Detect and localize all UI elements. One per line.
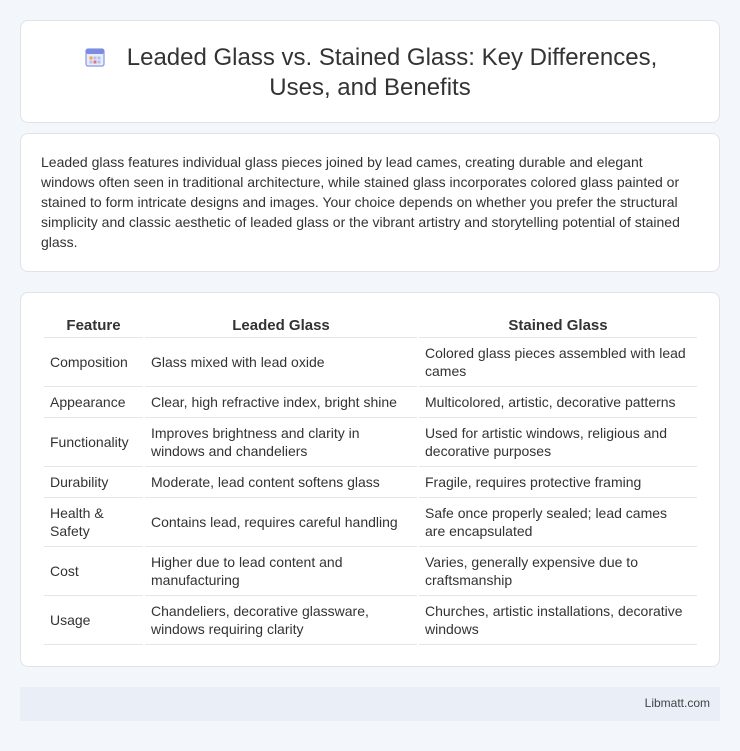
leaded-glass-cell: Glass mixed with lead oxide xyxy=(145,338,417,387)
feature-cell: Functionality xyxy=(44,418,143,467)
intro-card xyxy=(20,133,720,272)
table-row xyxy=(44,387,697,418)
column-header-leaded-glass: Leaded Glass xyxy=(145,315,417,338)
stained-glass-cell: Safe once properly sealed; lead cames are encapsulated xyxy=(419,498,697,547)
leaded-glass-cell: Clear, high refractive index, bright shine xyxy=(145,387,417,418)
stained-glass-cell: Multicolored, artistic, decorative patterns xyxy=(419,387,697,418)
leaded-glass-cell: Improves brightness and clarity in windows and chandeliers xyxy=(145,418,417,467)
footer-bar xyxy=(20,687,720,721)
feature-cell: Health & Safety xyxy=(44,498,143,547)
leaded-glass-cell: Chandeliers, decorative glassware, windows requiring clarity xyxy=(145,596,417,645)
feature-cell: Durability xyxy=(44,467,143,498)
comparison-table xyxy=(42,315,699,645)
stained-glass-cell: Churches, artistic installations, decorative windows xyxy=(419,596,697,645)
table-header-row xyxy=(44,315,697,338)
footer-brand-link[interactable]: Libmatt.com xyxy=(644,696,710,710)
page-title: Leaded Glass vs. Stained Glass: Key Differences, Uses, and Benefits xyxy=(126,44,658,101)
table-row xyxy=(44,338,697,387)
stained-glass-cell: Colored glass pieces assembled with lead cames xyxy=(419,338,697,387)
table-row xyxy=(44,418,697,467)
leaded-glass-cell: Moderate, lead content softens glass xyxy=(145,467,417,498)
comparison-table-card xyxy=(20,292,720,667)
table-row xyxy=(44,596,697,645)
table-row xyxy=(44,498,697,547)
stained-glass-cell: Used for artistic windows, religious and decorative purposes xyxy=(419,418,697,467)
column-header-feature: Feature xyxy=(44,315,143,338)
feature-cell: Appearance xyxy=(44,387,143,418)
table-row xyxy=(44,467,697,498)
page-title-container xyxy=(21,43,719,103)
document-calendar-icon xyxy=(83,45,107,69)
column-header-stained-glass: Stained Glass xyxy=(419,315,697,338)
stained-glass-cell: Fragile, requires protective framing xyxy=(419,467,697,498)
title-card xyxy=(20,20,720,123)
feature-cell: Composition xyxy=(44,338,143,387)
table-row xyxy=(44,547,697,596)
feature-cell: Cost xyxy=(44,547,143,596)
stained-glass-cell: Varies, generally expensive due to craftsmanship xyxy=(419,547,697,596)
leaded-glass-cell: Contains lead, requires careful handling xyxy=(145,498,417,547)
leaded-glass-cell: Higher due to lead content and manufacturing xyxy=(145,547,417,596)
intro-paragraph: Leaded glass features individual glass pieces joined by lead cames, creating durable and elegant windows often seen in traditional architecture, while stained glass incorporates colored glass painted or stained to form intricate designs and images. Your choice depends on whether you prefer the structural simplicity and classic aesthetic of leaded glass or the vibrant artistry and storytelling potential of stained glass. xyxy=(41,154,680,250)
feature-cell: Usage xyxy=(44,596,143,645)
